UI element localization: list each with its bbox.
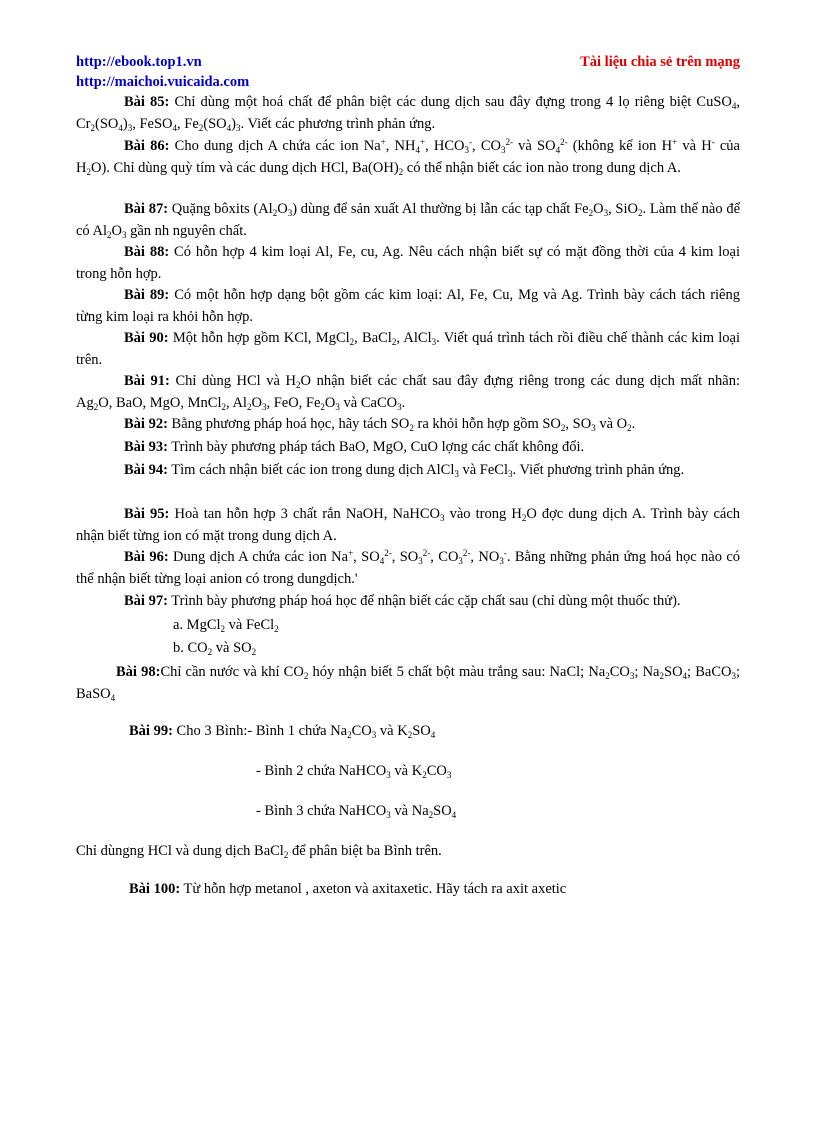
problem-100 <box>129 879 566 900</box>
problem-label: Bài 98: <box>116 664 161 680</box>
problem-92 <box>76 414 740 436</box>
problem-label: Bài 90: <box>124 330 169 346</box>
problem-label: Bài 96: <box>124 549 169 565</box>
header-link-maichoi[interactable]: http://maichoi.vuicaida.com <box>76 74 250 90</box>
problem-text: Có hỗn hợp 4 kim loại Al, Fe, cu, Ag. Nêu cách nhận biết sự có mặt đồng thời của 4 kim loại trong hỗn hợp. <box>76 244 741 282</box>
problem-text-rendered: Dung dịch A chứa các ion Na+, $SO_4^{2-}$, $SO_3^{2-}$, $CO_3^{2-}$, $NO_3^-$. Bằng những phản ứng hoá học nào có thể nhận biết từng loại anion có trong dungdịch.' <box>76 548 741 587</box>
problem-90 <box>76 328 740 371</box>
problem-label: Bài 86: <box>124 138 170 154</box>
problem-88 <box>76 242 740 285</box>
problem-label: Bài 87: <box>124 201 169 217</box>
problem-text-rendered: Chỉ dùng một hoá chất để phân biệt các dung dịch sau đây đựng trong 4 lọ riêng biệt CuSO$_4$, $Cr_2(SO_4)_3$, FeSO$_4$, $Fe_2(SO_4)_3$. Viết các phương trình phản ứng. <box>76 94 741 133</box>
problem-97-option-b: b. $CO_2$ và $SO_2$ <box>173 640 257 657</box>
problem-99-tail: Chỉ dùngng HCl và dung dịch BaCl$_2$ để phân biệt ba Bình trên. <box>76 843 442 860</box>
problem-96 <box>76 547 740 590</box>
problem-97 <box>76 591 740 613</box>
problem-label: Bài 99: <box>129 723 173 739</box>
problem-label: Bài 91: <box>124 373 170 389</box>
problem-text: Từ hỗn hợp metanol , axeton và axitaxetic. Hãy tách ra axit axetic <box>183 881 567 897</box>
problem-99-line-2: - Bình 2 chứa NaHCO$_3$ và $K_2CO_3$ <box>256 763 452 780</box>
problem-text-rendered: Tìm cách nhận biết các ion trong dung dịch AlCl$_3$ và FeCl$_3$. Viết phương trình phản ứng. <box>171 462 685 479</box>
problem-text-rendered: Quặng bôxits $(Al_2O_3)$ dùng để sản xuất Al thường bị lẫn các tạp chất $Fe_2O_3$, SiO$_2$. Làm thế nào để có $Al_2O_3$ gần nh nguyên chất. <box>76 201 740 240</box>
problem-91 <box>76 371 740 414</box>
problem-label: Bài 85: <box>124 94 170 110</box>
problem-98 <box>76 662 740 705</box>
problem-text: Trình bày phương pháp hoá học để nhận biết các cặp chất sau (chỉ dùng một thuốc thử). <box>171 593 681 609</box>
problem-89 <box>76 285 740 328</box>
problem-label: Bài 92: <box>124 416 168 432</box>
problem-label: Bài 97: <box>124 593 168 609</box>
problem-text: Có một hỗn hợp dạng bột gồm các kim loại: Al, Fe, Cu, Mg và Ag. Trình bày cách tách riêng từng kim loại ra khỏi hỗn hợp. <box>76 287 740 325</box>
problem-95 <box>76 504 740 547</box>
problem-text-rendered: Hoà tan hỗn hợp 3 chất rắn NaOH, NaHCO$_3$ vào trong $H_2O$ đợc dung dịch A. Trình bày cách nhận biết từng ion có mặt trong dung dịch A. <box>76 506 741 544</box>
problem-label: Bài 88: <box>124 244 170 260</box>
problem-99-line-3: - Bình 3 chứa NaHCO$_3$ và $Na_2SO_4$ <box>256 803 457 820</box>
problem-text: Trình bày phương pháp tách BaO, MgO, CuO lợng các chất không đổi. <box>171 439 585 455</box>
header-source-note: Tài liệu chia sẻ trên mạng <box>580 54 740 70</box>
problem-label: Bài 94: <box>124 462 168 478</box>
problem-label: Bài 89: <box>124 287 170 303</box>
problem-text-rendered: Bằng phương pháp hoá học, hãy tách $SO_2$ ra khỏi hỗn hợp gồm $SO_2$, $SO_3$ và $O_2$. <box>171 416 636 433</box>
problem-93 <box>76 437 740 459</box>
problem-94 <box>76 460 740 482</box>
problem-text-rendered: Chỉ dùng HCl và $H_2O$ nhận biết các chất sau đây đựng riêng trong các dung dịch mất nhãn: $Ag_2O$, BaO, MgO, MnCl$_2$, $Al_2O_3$, FeO, $Fe_2O_3$ và CaCO$_3$. <box>76 373 740 412</box>
problem-87 <box>76 199 740 242</box>
problem-label: Bài 100: <box>129 881 181 897</box>
problem-86 <box>76 136 740 179</box>
problem-label: Bài 93: <box>124 439 168 455</box>
problem-99-line-1 <box>129 721 435 742</box>
problem-text-rendered: Một hỗn hợp gồm KCl, MgCl$_2$, BaCl$_2$, AlCl$_3$. Viết quá trình tách rồi điều chế thành các kim loại trên. <box>76 330 740 368</box>
problem-text-rendered: Cho 3 Bình:- Bình 1 chứa $Na_2CO_3$ và $K_2SO_4$ <box>176 723 436 740</box>
problem-label: Bài 95: <box>124 506 170 522</box>
problem-85 <box>76 92 740 135</box>
problem-text-rendered: Chỉ cần nước và khí $CO_2$ hóy nhận biết 5 chất bột màu trắng sau: NaCl; $Na_2CO_3$; $Na_2SO_4$; BaCO$_3$; BaSO$_4$ <box>76 664 741 703</box>
problem-97-option-a: a. MgCl$_2$ và FeCl$_2$ <box>173 617 279 634</box>
problem-text-rendered: Cho dung dịch A chứa các ion Na+, $NH_4^+$, $HCO_3^-$, $CO_3^{2-}$ và $SO_4^{2-}$ (không kể ion H+ và H- của $H_2O$). Chỉ dùng quỳ tím và các dung dịch HCl, $Ba(OH)_2$ có thể nhận biết các ion nào trong dung dịch A. <box>76 137 740 177</box>
page-header <box>76 52 740 92</box>
header-link-ebook[interactable]: http://ebook.top1.vn <box>76 54 202 70</box>
